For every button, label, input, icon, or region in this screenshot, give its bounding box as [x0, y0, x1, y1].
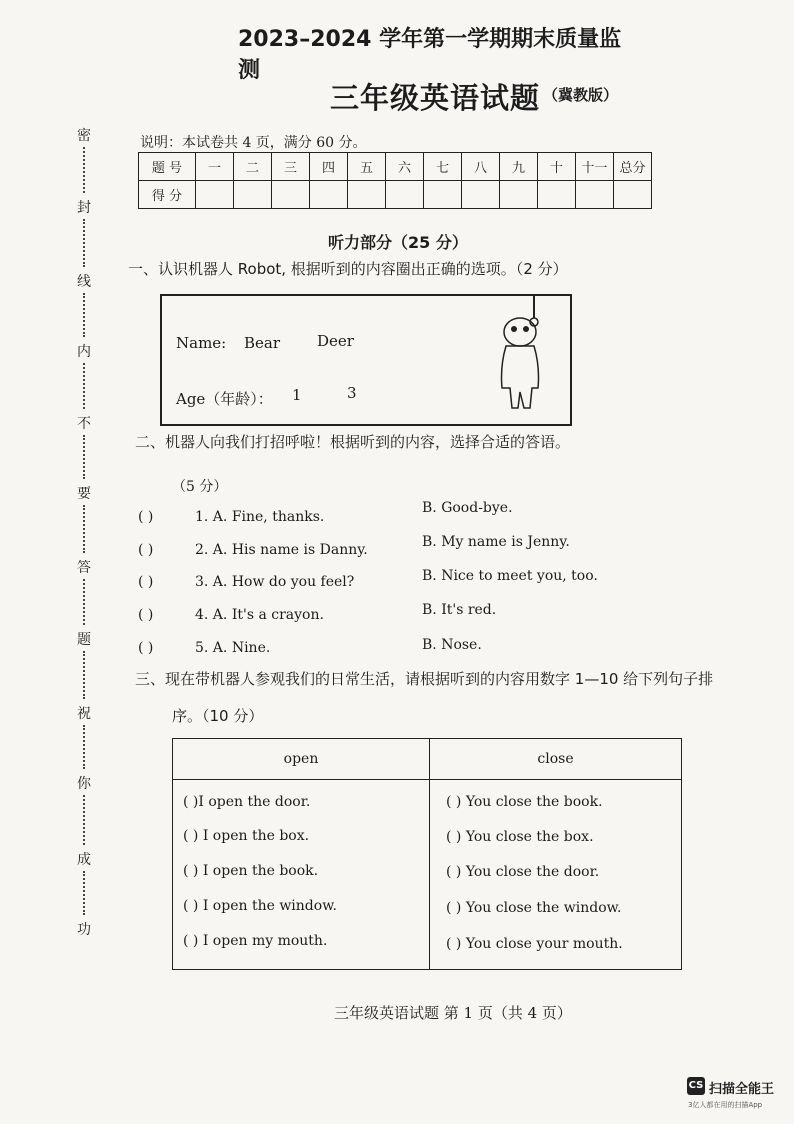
open-column	[173, 780, 430, 970]
binding-line-strip	[64, 125, 102, 945]
option-b: B. Good-bye.	[422, 500, 513, 516]
answer-blank[interactable]: ( )	[138, 574, 154, 590]
answer-blank[interactable]: ( )	[138, 607, 154, 623]
section2-title: 二、机器人向我们打招呼啦！根据听到的内容，选择合适的答语。	[135, 433, 571, 451]
score-cell: 四	[310, 153, 348, 181]
robot-illustration	[492, 296, 552, 414]
score-input-cell[interactable]	[272, 181, 310, 209]
open-sentence[interactable]: ( ) I open the window.	[183, 898, 337, 914]
option-a: 2. A. His name is Danny.	[195, 542, 368, 558]
close-sentence[interactable]: ( ) You close the window.	[446, 900, 622, 916]
score-table-header-row	[139, 153, 652, 181]
exam-title: 2023–2024 学年第一学期期末质量监测	[238, 27, 622, 83]
option-a: 4. A. It's a crayon.	[195, 607, 324, 623]
option-b: B. It's red.	[422, 602, 497, 618]
score-input-cell[interactable]	[424, 181, 462, 209]
section3-title-cont: 序。（10 分）	[172, 707, 264, 725]
score-cell: 八	[462, 153, 500, 181]
dotted-line	[83, 795, 87, 845]
exam-instructions: 说明：本试卷共 4 页，满分 60 分。	[140, 135, 367, 151]
column-header-open: open	[173, 739, 430, 780]
binding-char: 答	[77, 560, 91, 576]
section3-title: 三、现在带机器人参观我们的日常生活，请根据听到的内容用数字 1—10 给下列句子排	[135, 670, 714, 688]
score-input-cell[interactable]	[538, 181, 576, 209]
score-cell: 六	[386, 153, 424, 181]
score-cell: 七	[424, 153, 462, 181]
open-sentence[interactable]: ( ) I open the box.	[183, 828, 310, 844]
column-header-close: close	[430, 739, 682, 780]
option-a: 1. A. Fine, thanks.	[195, 509, 325, 525]
dotted-line	[83, 651, 87, 699]
score-cell: 题 号	[139, 153, 196, 181]
age-option-1[interactable]: 1	[292, 386, 302, 404]
score-cell: 十	[538, 153, 576, 181]
option-a: 5. A. Nine.	[195, 640, 271, 656]
binding-char: 内	[77, 344, 91, 360]
action-sorting-table	[172, 738, 682, 970]
score-input-cell[interactable]	[234, 181, 272, 209]
score-cell: 一	[196, 153, 234, 181]
binding-char: 你	[77, 776, 91, 792]
option-b: B. Nice to meet you, too.	[422, 568, 598, 584]
scanner-tagline: 3亿人都在用的扫描App	[688, 1101, 763, 1109]
score-input-cell[interactable]	[348, 181, 386, 209]
score-input-cell[interactable]	[196, 181, 234, 209]
close-column	[430, 780, 682, 970]
open-sentence[interactable]: ( )I open the door.	[183, 794, 311, 810]
dotted-line	[83, 219, 87, 267]
score-cell: 九	[500, 153, 538, 181]
binding-char: 线	[77, 274, 91, 290]
exam-subject-title: 三年级英语试题	[330, 81, 541, 115]
dotted-line	[83, 293, 87, 337]
score-input-cell[interactable]	[462, 181, 500, 209]
dotted-line	[83, 725, 87, 769]
answer-blank[interactable]: ( )	[138, 640, 154, 656]
score-input-cell[interactable]	[500, 181, 538, 209]
close-sentence[interactable]: ( ) You close the box.	[446, 829, 594, 845]
answer-blank[interactable]: ( )	[138, 509, 154, 525]
score-cell: 三	[272, 153, 310, 181]
score-row-label: 得 分	[139, 181, 196, 209]
score-cell: 五	[348, 153, 386, 181]
dotted-line	[83, 147, 87, 193]
binding-char: 题	[77, 632, 91, 648]
score-cell: 总分	[614, 153, 652, 181]
binding-char: 不	[77, 416, 91, 432]
section1-title: 一、认识机器人 Robot, 根据听到的内容圈出正确的选项。（2 分）	[128, 260, 568, 278]
dotted-line	[83, 363, 87, 409]
close-sentence[interactable]: ( ) You close the book.	[446, 794, 603, 810]
dotted-line	[83, 579, 87, 625]
score-table	[138, 152, 652, 209]
answer-blank[interactable]: ( )	[138, 542, 154, 558]
binding-char: 密	[77, 128, 91, 144]
binding-char: 功	[77, 922, 91, 938]
score-cell: 二	[234, 153, 272, 181]
dotted-line	[83, 435, 87, 479]
page-footer: 三年级英语试题 第 1 页（共 4 页）	[334, 1004, 572, 1022]
dotted-line	[83, 871, 87, 915]
name-option-deer[interactable]: Deer	[317, 332, 354, 350]
binding-char: 成	[77, 852, 91, 868]
robot-info-card	[160, 294, 572, 426]
score-cell: 十一	[576, 153, 614, 181]
score-input-cell[interactable]	[614, 181, 652, 209]
score-input-cell[interactable]	[576, 181, 614, 209]
scanner-app-name: 扫描全能王	[709, 1082, 775, 1097]
age-option-3[interactable]: 3	[347, 384, 357, 402]
edition-label: （冀教版）	[543, 86, 619, 104]
dotted-line	[83, 505, 87, 553]
open-sentence[interactable]: ( ) I open the book.	[183, 863, 319, 879]
option-a: 3. A. How do you feel?	[195, 574, 355, 590]
section2-points: （5 分）	[172, 479, 228, 495]
close-sentence[interactable]: ( ) You close the door.	[446, 864, 600, 880]
option-b: B. Nose.	[422, 637, 482, 653]
binding-char: 封	[77, 200, 91, 216]
score-input-cell[interactable]	[310, 181, 348, 209]
score-table-score-row	[139, 181, 652, 209]
close-sentence[interactable]: ( ) You close your mouth.	[446, 936, 623, 952]
name-label: Name:	[176, 334, 227, 352]
age-label: Age（年龄）：	[176, 390, 273, 408]
scanner-logo-icon: CS	[687, 1077, 705, 1095]
name-option-bear[interactable]: Bear	[244, 334, 281, 352]
listening-section-heading: 听力部分（25 分）	[328, 233, 468, 252]
binding-char: 祝	[77, 706, 91, 722]
option-b: B. My name is Jenny.	[422, 534, 570, 550]
open-sentence[interactable]: ( ) I open my mouth.	[183, 933, 328, 949]
binding-char: 要	[77, 486, 91, 502]
score-input-cell[interactable]	[386, 181, 424, 209]
